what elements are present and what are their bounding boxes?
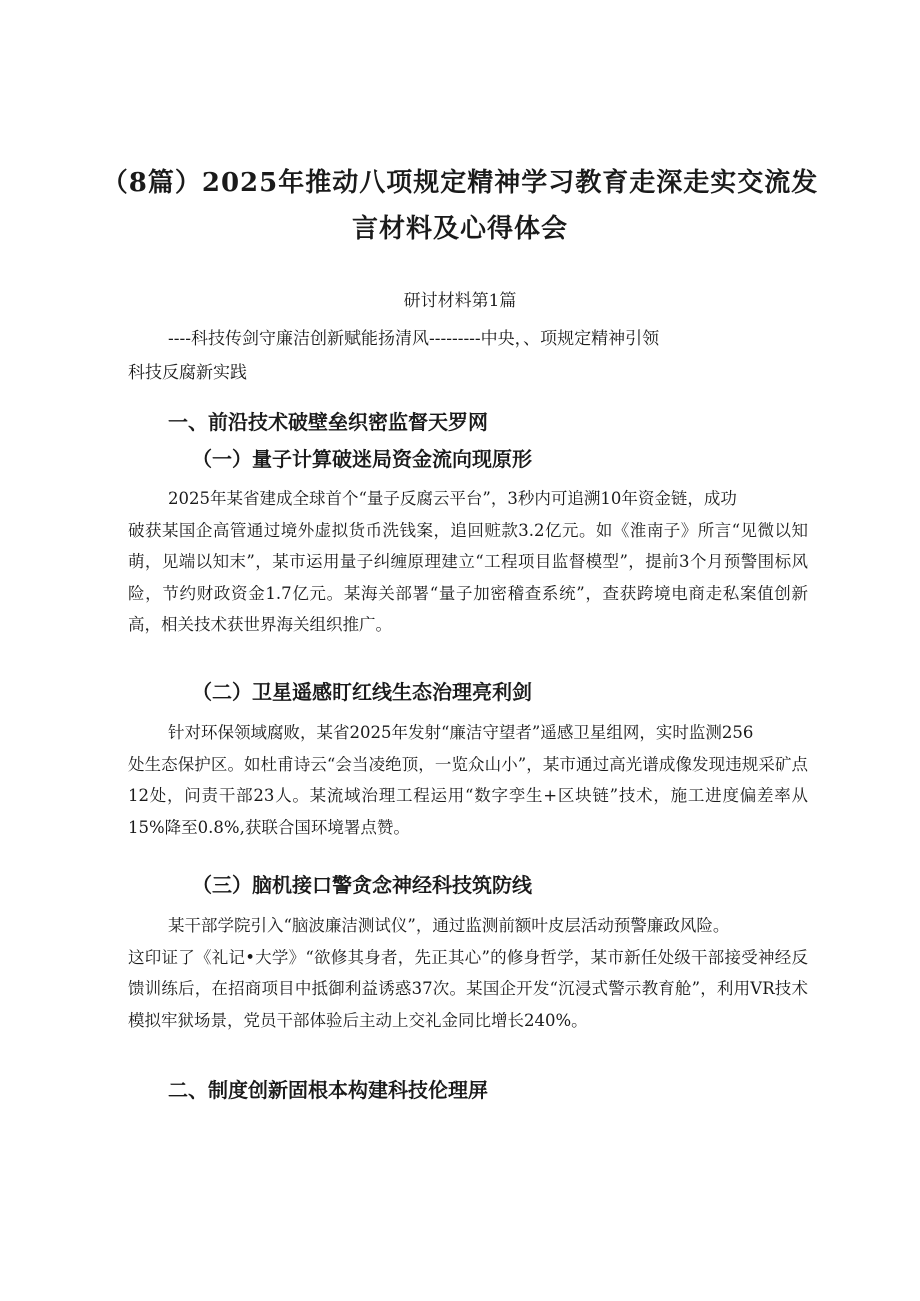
- paragraph-first-line: 针对环保领域腐败，某省2025年发射“廉洁守望者”遥感卫星组网，实时监测256: [168, 723, 754, 742]
- section-1-sub-1-heading: （一）量子计算破迷局资金流向现原形: [192, 447, 532, 471]
- section-2-heading: 二、制度创新固根本构建科技伦理屏: [168, 1078, 488, 1102]
- document-subtitle: 研讨材料第1篇: [403, 291, 517, 311]
- section-1-sub-2-paragraph: [128, 717, 808, 843]
- paragraph-body: 处生态保护区。如杜甫诗云“会当凌绝顶，一览众山小”，某市通过高光谱成像发现违规采矿点12处，问责干部23人。某流域治理工程运用“数字孪生+区块链”技术，施工进度偏差率从15%降至0.8%,获联合国环境署点赞。: [128, 754, 808, 837]
- section-1-sub-2-heading: （二）卫星遥感盯红线生态治理亮利剑: [192, 680, 532, 704]
- section-1-sub-3-paragraph: [128, 910, 808, 1036]
- paragraph-first-line: 2025年某省建成全球首个“量子反腐云平台”，3秒内可追溯10年资金链，成功: [168, 489, 737, 508]
- document-title: （8篇）2025年推动八项规定精神学习教育走深走实交流发言材料及心得体会: [101, 168, 819, 244]
- paragraph-body: 破获某国企高管通过境外虚拟货币洗钱案，追回赃款3.2亿元。如《淮南子》所言“见微以知萌，见端以知末”，某市运用量子纠缠原理建立“工程项目监督模型”，提前3个月预警围标风险，节约财政资金1.7亿元。某海关部署“量子加密稽查系统”，查获跨境电商走私案值创新高，相关技术获世界海关组织推广。: [128, 520, 808, 634]
- dash-subheading-line-2: 科技反腐新实践: [128, 363, 247, 383]
- section-1-sub-3-heading: （三）脑机接口警贪念神经科技筑防线: [192, 873, 532, 897]
- dash-subheading-line-1: ----科技传剑守廉洁创新赋能扬清风---------中央，、项规定精神引领: [168, 329, 660, 349]
- paragraph-body: 这印证了《礼记•大学》“欲修其身者，先正其心”的修身哲学，某市新任处级干部接受神经反馈训练后，在招商项目中抵御利益诱惑37次。某国企开发“沉浸式警示教育舱”，利用VR技术模拟牢狱场景，党员干部体验后主动上交礼金同比增长240%。: [128, 947, 808, 1030]
- section-1-heading: 一、前沿技术破壁垒织密监督天罗网: [168, 410, 488, 434]
- section-1-sub-1-paragraph: [128, 483, 808, 641]
- paragraph-first-line: 某干部学院引入“脑波廉洁测试仪”，通过监测前额叶皮层活动预警廉政风险。: [168, 916, 730, 935]
- dash-subheading: [128, 322, 808, 390]
